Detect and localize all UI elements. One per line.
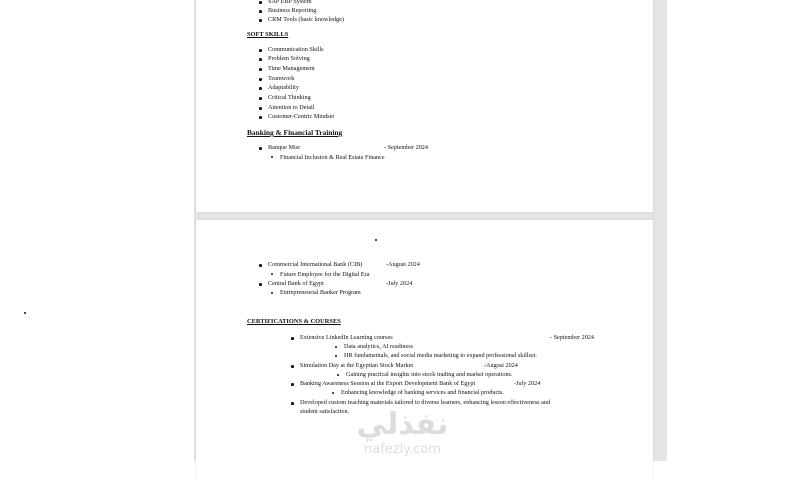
- course-detail: Enhancing knowledge of banking services and financial products.: [341, 389, 504, 396]
- sub-bullet: [271, 292, 273, 294]
- bullet: [259, 1, 262, 4]
- training-bank: Central Bank of Egypt: [268, 280, 324, 287]
- watermark-arabic-logo: نفذلي: [356, 407, 449, 442]
- tools-item: Business Reporting: [268, 7, 317, 14]
- sub-bullet: [271, 273, 273, 275]
- tools-item: SAP ERP System: [268, 0, 312, 5]
- bullet: [291, 337, 294, 340]
- soft-skill-item: Time Management: [268, 65, 315, 72]
- certifications-heading: CERTIFICATIONS & COURSES: [247, 318, 341, 325]
- course-title: Extensive LinkedIn Learning courses: [300, 334, 393, 341]
- training-date: - September 2024: [384, 144, 428, 151]
- course-detail: Gaining practical insights into stock trading and market operations.: [346, 371, 513, 378]
- bullet: [291, 402, 294, 405]
- sub-bullet: [271, 156, 273, 158]
- training-date: -July 2024: [386, 280, 413, 287]
- training-program: Entrepreneurial Banker Program: [280, 289, 361, 296]
- course-date: -July 2024: [514, 380, 541, 387]
- resume-page-1: [196, 0, 653, 212]
- bullet: [259, 147, 262, 150]
- course-date: - September 2024: [550, 334, 594, 341]
- stray-dot: [24, 312, 26, 314]
- sub-bullet: [337, 374, 339, 376]
- training-program: Future Employee for the Digital Era: [280, 271, 370, 278]
- bullet: [259, 10, 262, 13]
- course-date: -August 2024: [484, 362, 518, 369]
- bullet: [259, 116, 262, 119]
- training-bank: Commercial International Bank (CIB): [268, 261, 363, 268]
- tools-item: CRM Tools (basic knowledge): [268, 16, 344, 23]
- training-bank: Banque Misr: [268, 144, 301, 151]
- stray-dot: [375, 239, 377, 241]
- course-title: Banking Awareness Session at the Export Development Bank of Egypt: [300, 380, 476, 387]
- watermark-url: nafezly.com: [364, 442, 441, 457]
- sub-bullet: [335, 355, 337, 357]
- soft-skill-item: Communication Skills: [268, 46, 324, 53]
- course-title-continued: student satisfaction.: [300, 408, 350, 415]
- training-date: -August 2024: [386, 261, 420, 268]
- course-title: Simulation Day at the Egyptian Stock Market: [300, 362, 414, 369]
- soft-skill-item: Adaptability: [268, 84, 299, 91]
- bullet: [259, 107, 262, 110]
- soft-skill-item: Critical Thinking: [268, 94, 311, 101]
- sub-bullet: [335, 346, 337, 348]
- bullet: [259, 49, 262, 52]
- soft-skill-item: Attention to Detail: [268, 104, 315, 111]
- bullet: [259, 97, 262, 100]
- bullet: [259, 87, 262, 90]
- bullet: [259, 68, 262, 71]
- soft-skills-heading: SOFT SKILLS: [247, 31, 289, 38]
- bullet: [259, 283, 262, 286]
- soft-skill-item: Problem Solving: [268, 55, 310, 62]
- soft-skill-item: Teamwork: [268, 75, 295, 82]
- bullet: [259, 78, 262, 81]
- soft-skill-item: Customer-Centric Mindset: [268, 113, 335, 120]
- bullet: [259, 19, 262, 22]
- banking-training-heading: Banking & Financial Training: [247, 128, 343, 137]
- course-title: Developed custom teaching materials tailored to diverse learners, enhancing lesson effectiveness and: [300, 399, 551, 406]
- course-detail: HR fundamentals, and social media marketing to expand professional skillset.: [344, 352, 537, 359]
- bullet: [259, 58, 262, 61]
- nafezly-watermark: [345, 408, 460, 461]
- sub-bullet: [332, 392, 334, 394]
- bullet: [291, 383, 294, 386]
- bullet: [259, 264, 262, 267]
- training-program: Financial Inclusion & Real Estate Finance: [280, 154, 385, 161]
- course-detail: Data analytics, AI readiness: [344, 343, 414, 350]
- bullet: [291, 365, 294, 368]
